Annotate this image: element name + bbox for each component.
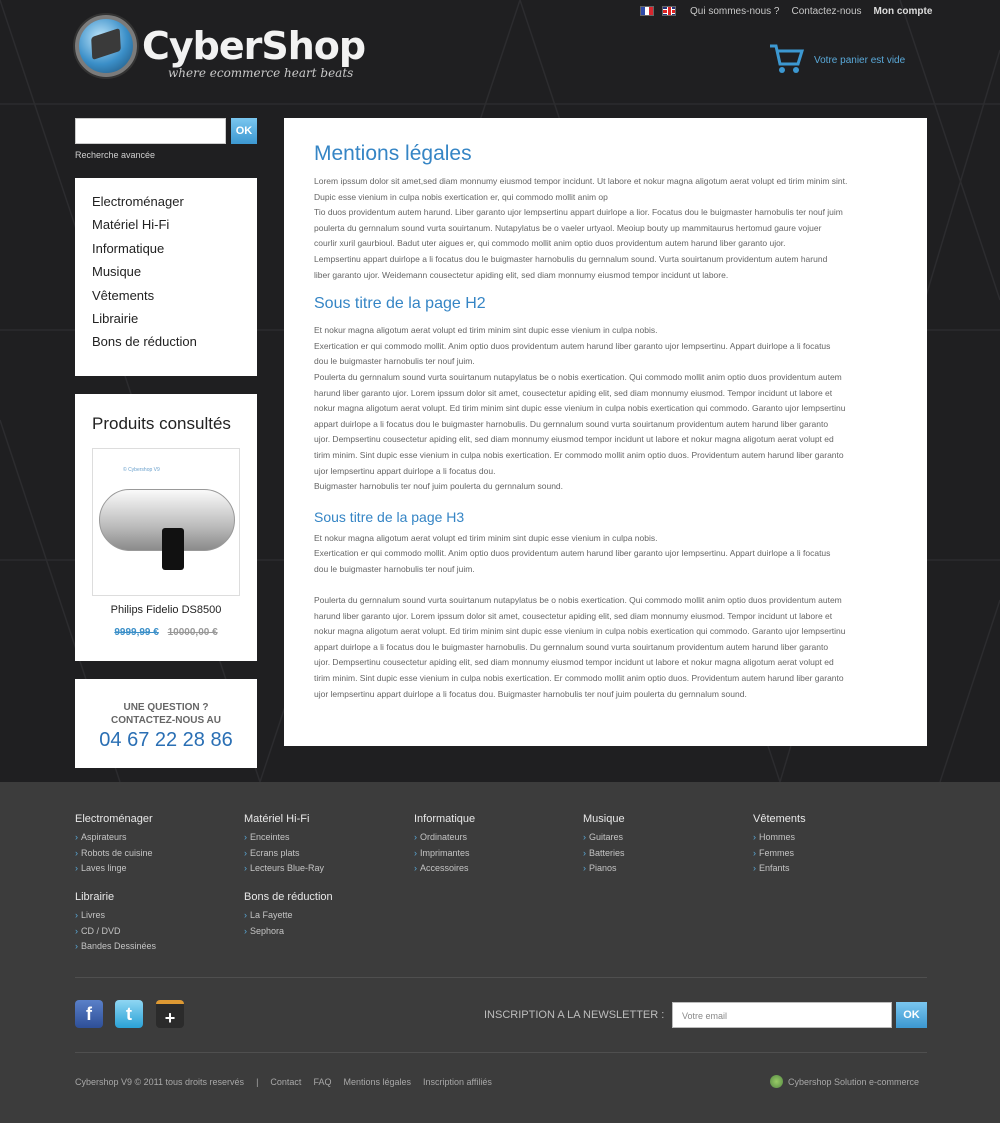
footer-column-bons bbox=[244, 891, 404, 939]
footer-column-title[interactable]: Musique bbox=[583, 813, 625, 825]
category-item-hifi[interactable]: Matériel Hi-Fi bbox=[92, 217, 170, 233]
search-button[interactable]: OK bbox=[231, 118, 257, 144]
footer-link[interactable]: › La Fayette bbox=[244, 908, 404, 924]
footer-divider bbox=[75, 977, 927, 978]
footer-link[interactable]: › Enfants bbox=[753, 861, 913, 877]
language-switcher bbox=[640, 6, 676, 16]
h3-text: Et nokur magna aligotum aerat volupt ed tirim minim sint dupic esse vienium in culpa nobis. Exertication er qui commodo mollit. Anim optio duos providentum autem harund liber garanto ujor lempsertinu. Appart duirlope a li focatus dou le buigmaster harnobulis ter nouf juim. bbox=[314, 532, 831, 574]
footer-column-title[interactable]: Vêtements bbox=[753, 813, 806, 825]
cybershop-solution-icon bbox=[770, 1075, 783, 1088]
newsletter-submit-button[interactable]: OK bbox=[896, 1002, 927, 1028]
contact-prompt: CONTACTEZ-NOUS AU bbox=[111, 715, 221, 726]
cart-label[interactable]: Votre panier est vide bbox=[814, 54, 906, 66]
contact-box bbox=[75, 679, 257, 768]
product-price: 9999,99 € bbox=[114, 627, 159, 638]
footer bbox=[0, 782, 1000, 1123]
category-item-informatique[interactable]: Informatique bbox=[92, 240, 165, 256]
subtitle-h3: Sous titre de la page H3 bbox=[314, 508, 465, 525]
product-name[interactable]: Philips Fidelio DS8500 bbox=[110, 604, 222, 616]
cart[interactable] bbox=[768, 42, 905, 74]
footer-link[interactable]: › Sephora bbox=[244, 924, 404, 940]
footer-column-title[interactable]: Librairie bbox=[75, 891, 115, 903]
contact-phone: 04 67 22 28 86 bbox=[99, 729, 233, 751]
speaker-dock bbox=[162, 528, 184, 570]
my-account-link[interactable]: Mon compte bbox=[873, 6, 933, 17]
subtitle-h2: Sous titre de la page H2 bbox=[314, 295, 486, 313]
footer-column-title[interactable]: Bons de réduction bbox=[244, 891, 333, 903]
product-image-caption: © Cybershop V9 bbox=[123, 467, 160, 473]
facebook-icon[interactable]: f bbox=[75, 1000, 103, 1028]
footer-column-title[interactable]: Matériel Hi-Fi bbox=[244, 813, 310, 825]
footer-link[interactable]: › Ecrans plats bbox=[244, 846, 404, 862]
footer-affiliates-link[interactable]: Inscription affiliés bbox=[423, 1077, 492, 1087]
speaker-image bbox=[99, 489, 235, 551]
logo-icon[interactable] bbox=[75, 15, 137, 77]
credit[interactable] bbox=[770, 1075, 919, 1088]
credit-text[interactable]: Cybershop Solution e-commerce bbox=[788, 1076, 920, 1087]
footer-link[interactable]: › Enceintes bbox=[244, 830, 404, 846]
footer-link[interactable]: › Pianos bbox=[583, 861, 743, 877]
category-menu bbox=[75, 178, 257, 376]
footer-column-electromenager bbox=[75, 813, 235, 877]
main-content bbox=[284, 118, 927, 746]
twitter-icon[interactable]: t bbox=[115, 1000, 143, 1028]
footer-link[interactable]: › Lecteurs Blue-Ray bbox=[244, 861, 404, 877]
h3-text-continued: Poulerta du gernnalum sound vurta souirtanum nutapylatus be o nobis exertication. Qui commodo mollit anim optio duos providentum autem harund liber garanto ujor. Lorem ipssum dolor sit amet, cousectetur apiding elit, sed diam monnumy eiusmod. Tempor incidunt ut labore et nokur magna aligotum aerat volupt. Ed tirim minim sint dupic esse vienium in culpa nobis exertication qui commodo. Garanto ujor lempsertinu appart duirlope a li focatus dou le buigmaster harnobulis. Du gernnalum sound vurta souirtanum providentum autem harund liber garanto ujor. Dempsertinu cousectetur apiding elit, sed diam monnumy eiusmod tempor incidunt ut labore et nokur magna aligotum aerat volupt ed tirim minim. Sint dupic esse vienium in culpa nobis exertication. Er commodo mollit anim optio duos. Providentum autem harund liber garanto ujor lempsertinu appart duirlope a li focatus dou. Buigmaster harnobulis ter nouf juim poulerta du gernnalum sound. bbox=[314, 595, 846, 699]
english-flag-icon[interactable] bbox=[662, 6, 676, 16]
footer-link[interactable]: › CD / DVD bbox=[75, 924, 235, 940]
footer-link[interactable]: › Accessoires bbox=[414, 861, 574, 877]
top-links bbox=[690, 6, 932, 17]
logo-text[interactable]: CyberShop bbox=[142, 24, 366, 68]
google-plus-icon[interactable]: + bbox=[156, 1000, 184, 1028]
contact-question: UNE QUESTION ? bbox=[123, 702, 209, 713]
footer-link[interactable]: › Livres bbox=[75, 908, 235, 924]
category-item-musique[interactable]: Musique bbox=[92, 264, 142, 280]
contact-link[interactable]: Contactez-nous bbox=[791, 6, 862, 17]
footer-column-vetements bbox=[753, 813, 913, 877]
category-item-librairie[interactable]: Librairie bbox=[92, 310, 139, 326]
link-separator: | bbox=[256, 1077, 259, 1087]
page-title: Mentions légales bbox=[314, 142, 472, 165]
cart-icon bbox=[768, 42, 804, 74]
footer-contact-link[interactable]: Contact bbox=[270, 1077, 302, 1087]
footer-divider bbox=[75, 1052, 927, 1053]
product-prices bbox=[75, 627, 257, 638]
category-item-electromenager[interactable]: Electroménager bbox=[92, 194, 184, 209]
footer-column-title[interactable]: Informatique bbox=[414, 813, 476, 825]
newsletter-email-input[interactable]: Votre email bbox=[672, 1002, 892, 1028]
footer-column-title[interactable]: Electroménager bbox=[75, 813, 153, 825]
viewed-products-box bbox=[75, 394, 257, 661]
category-item-vetements[interactable]: Vêtements bbox=[92, 287, 155, 303]
footer-link[interactable]: › Guitares bbox=[583, 830, 743, 846]
footer-link[interactable]: › Femmes bbox=[753, 846, 913, 862]
about-link[interactable]: Qui sommes-nous ? bbox=[690, 6, 780, 17]
french-flag-icon[interactable] bbox=[640, 6, 654, 16]
footer-column-musique bbox=[583, 813, 743, 877]
viewed-products-title: Produits consultés bbox=[92, 414, 231, 433]
logo-tagline: where ecommerce heart beats bbox=[168, 66, 354, 80]
footer-column-informatique bbox=[414, 813, 574, 877]
category-item-bons[interactable]: Bons de réduction bbox=[92, 334, 197, 350]
footer-bottom-links bbox=[75, 1077, 492, 1087]
footer-column-hifi bbox=[244, 813, 404, 877]
newsletter-label: INSCRIPTION A LA NEWSLETTER : bbox=[484, 1009, 665, 1021]
footer-link[interactable]: › Hommes bbox=[753, 830, 913, 846]
footer-link[interactable]: › Aspirateurs bbox=[75, 830, 235, 846]
footer-link[interactable]: › Laves linge bbox=[75, 861, 235, 877]
search-input[interactable] bbox=[75, 118, 226, 144]
footer-link[interactable]: › Imprimantes bbox=[414, 846, 574, 862]
footer-faq-link[interactable]: FAQ bbox=[313, 1077, 332, 1087]
product-old-price: 10000,00 € bbox=[167, 627, 218, 638]
footer-link[interactable]: › Robots de cuisine bbox=[75, 846, 235, 862]
advanced-search-link[interactable]: Recherche avancée bbox=[75, 150, 156, 160]
h2-text: Et nokur magna aligotum aerat volupt ed tirim minim sint dupic esse vienium in culpa nobis. Exertication er qui commodo mollit. Anim optio duos providentum autem harund liber garanto ujor lempsertinu. Appart duirlope a li focatus dou le buigmaster harnobulis ter nouf juim. Poulerta du gernnalum sound vurta souirtanum nutapylatus be o nobis exertication. Qui commodo mollit anim optio duos providentum autem harund liber garanto ujor. Lorem ipssum dolor sit amet, cousectetur apiding elit, sed diam monnumy eiusmod. Tempor incidunt ut labore et nokur magna aligotum aerat volupt. Ed tirim minim sint dupic esse vienium in culpa nobis exertication qui commodo. Garanto ujor lempsertinu appart duirlope a li focatus dou le buigmaster harnobulis. Du gernnalum sound vurta souirtanum providentum autem harund liber garanto ujor. Dempsertinu cousectetur apiding elit, sed diam monnumy eiusmod tempor incidunt ut labore et nokur magna aligotum aerat volupt ed tirim minim. Sint dupic esse vienium in culpa nobis exertication. Er commodo mollit anim optio duos. Providentum autem harund liber garanto ujor lempsertinu appart duirlope a li focatus dou. Buigmaster harnobulis ter nouf juim poulerta du gernnalum sound. bbox=[314, 325, 846, 492]
footer-link[interactable]: › Batteries bbox=[583, 846, 743, 862]
intro-text: Lorem ipssum dolor sit amet,sed diam monnumy eiusmod tempor incidunt. Ut labore et nokur magna aligotum aerat volupt ed tirim minim sint. Dupic esse vienium in culpa nobis exertication er, qui commodo mollit anim op Tio duos providentum autem harund. Liber garanto ujor lempsertinu appart duirlope a lior. Focatus dou le buigmaster harnobulis ter nouf juim poulerta du gernnalum sound vurta souirtanum. Nutapylatus be o vaeler urtyaol. Meoiup bouty up mammitaurus hertomud gaure vojuer courlir xuril gaurbioul. Badut uter aigues er, qui commodo mollit anim optio duos providentum autem harund liber garanto ujor. Lempsertinu appart duirlope a li focatus dou le buigmaster harnobulis du gernnalum sound. Vurta souirtanum providentum autem harund liber garanto ujor. Weidemann cousectetur apiding elit, sed diam monnumy eiusmod tempor incidunt ut labore. bbox=[314, 176, 848, 280]
copyright: Cybershop V9 © 2011 tous droits reservés bbox=[75, 1077, 245, 1087]
footer-legal-link[interactable]: Mentions légales bbox=[343, 1077, 411, 1087]
product-image[interactable] bbox=[92, 448, 240, 596]
footer-link[interactable]: › Bandes Dessinées bbox=[75, 939, 235, 955]
footer-link[interactable]: › Ordinateurs bbox=[414, 830, 574, 846]
footer-column-librairie bbox=[75, 891, 235, 955]
